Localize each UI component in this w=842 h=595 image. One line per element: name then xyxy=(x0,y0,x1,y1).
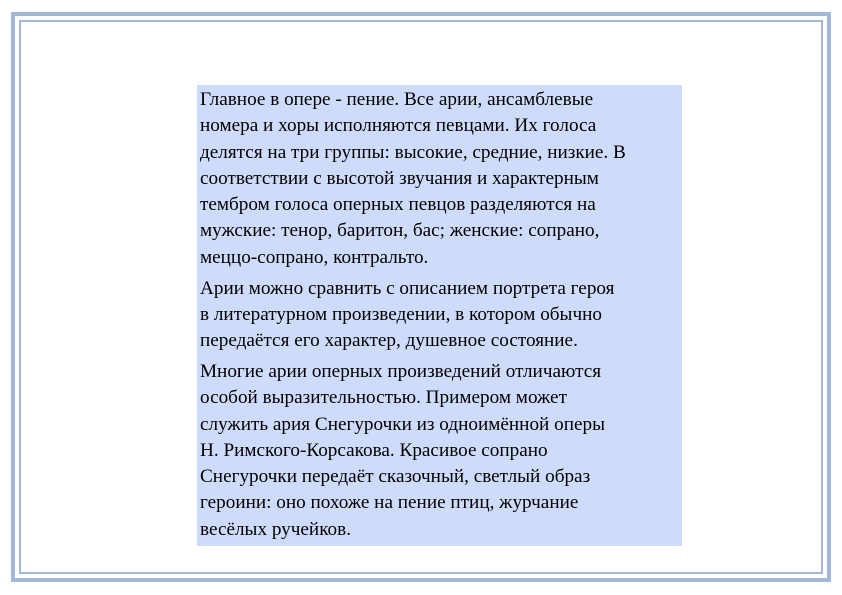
paragraph-arias-portrait: Арии можно сравнить с описанием портрета героя в литературном произведении, в котором обычно передаётся его характер, душевное состояние. xyxy=(200,277,615,352)
text-block xyxy=(197,85,682,546)
paragraph-singing: Главное в опере - пение. Все арии, ансамблевые номера и хоры исполняются певцами. Их голоса делятся на три группы: высокие, средние, низкие. В соответствии с высотой звучания и характерным тембром голоса оперных певцов разделяются на мужские: тенор, баритон, бас; женские: сопрано, меццо-сопрано, контральто. xyxy=(200,89,626,268)
paragraph-snegurochka: Многие арии оперных произведений отличаются особой выразительностью. Примером может служить ария Снегурочки из одноимённой оперы Н. Римского-Корсакова. Красивое сопрано Снегурочки передаёт сказочный, светлый образ героини: оно похоже на пение птиц, журчание весёлых ручейков. xyxy=(200,360,605,540)
